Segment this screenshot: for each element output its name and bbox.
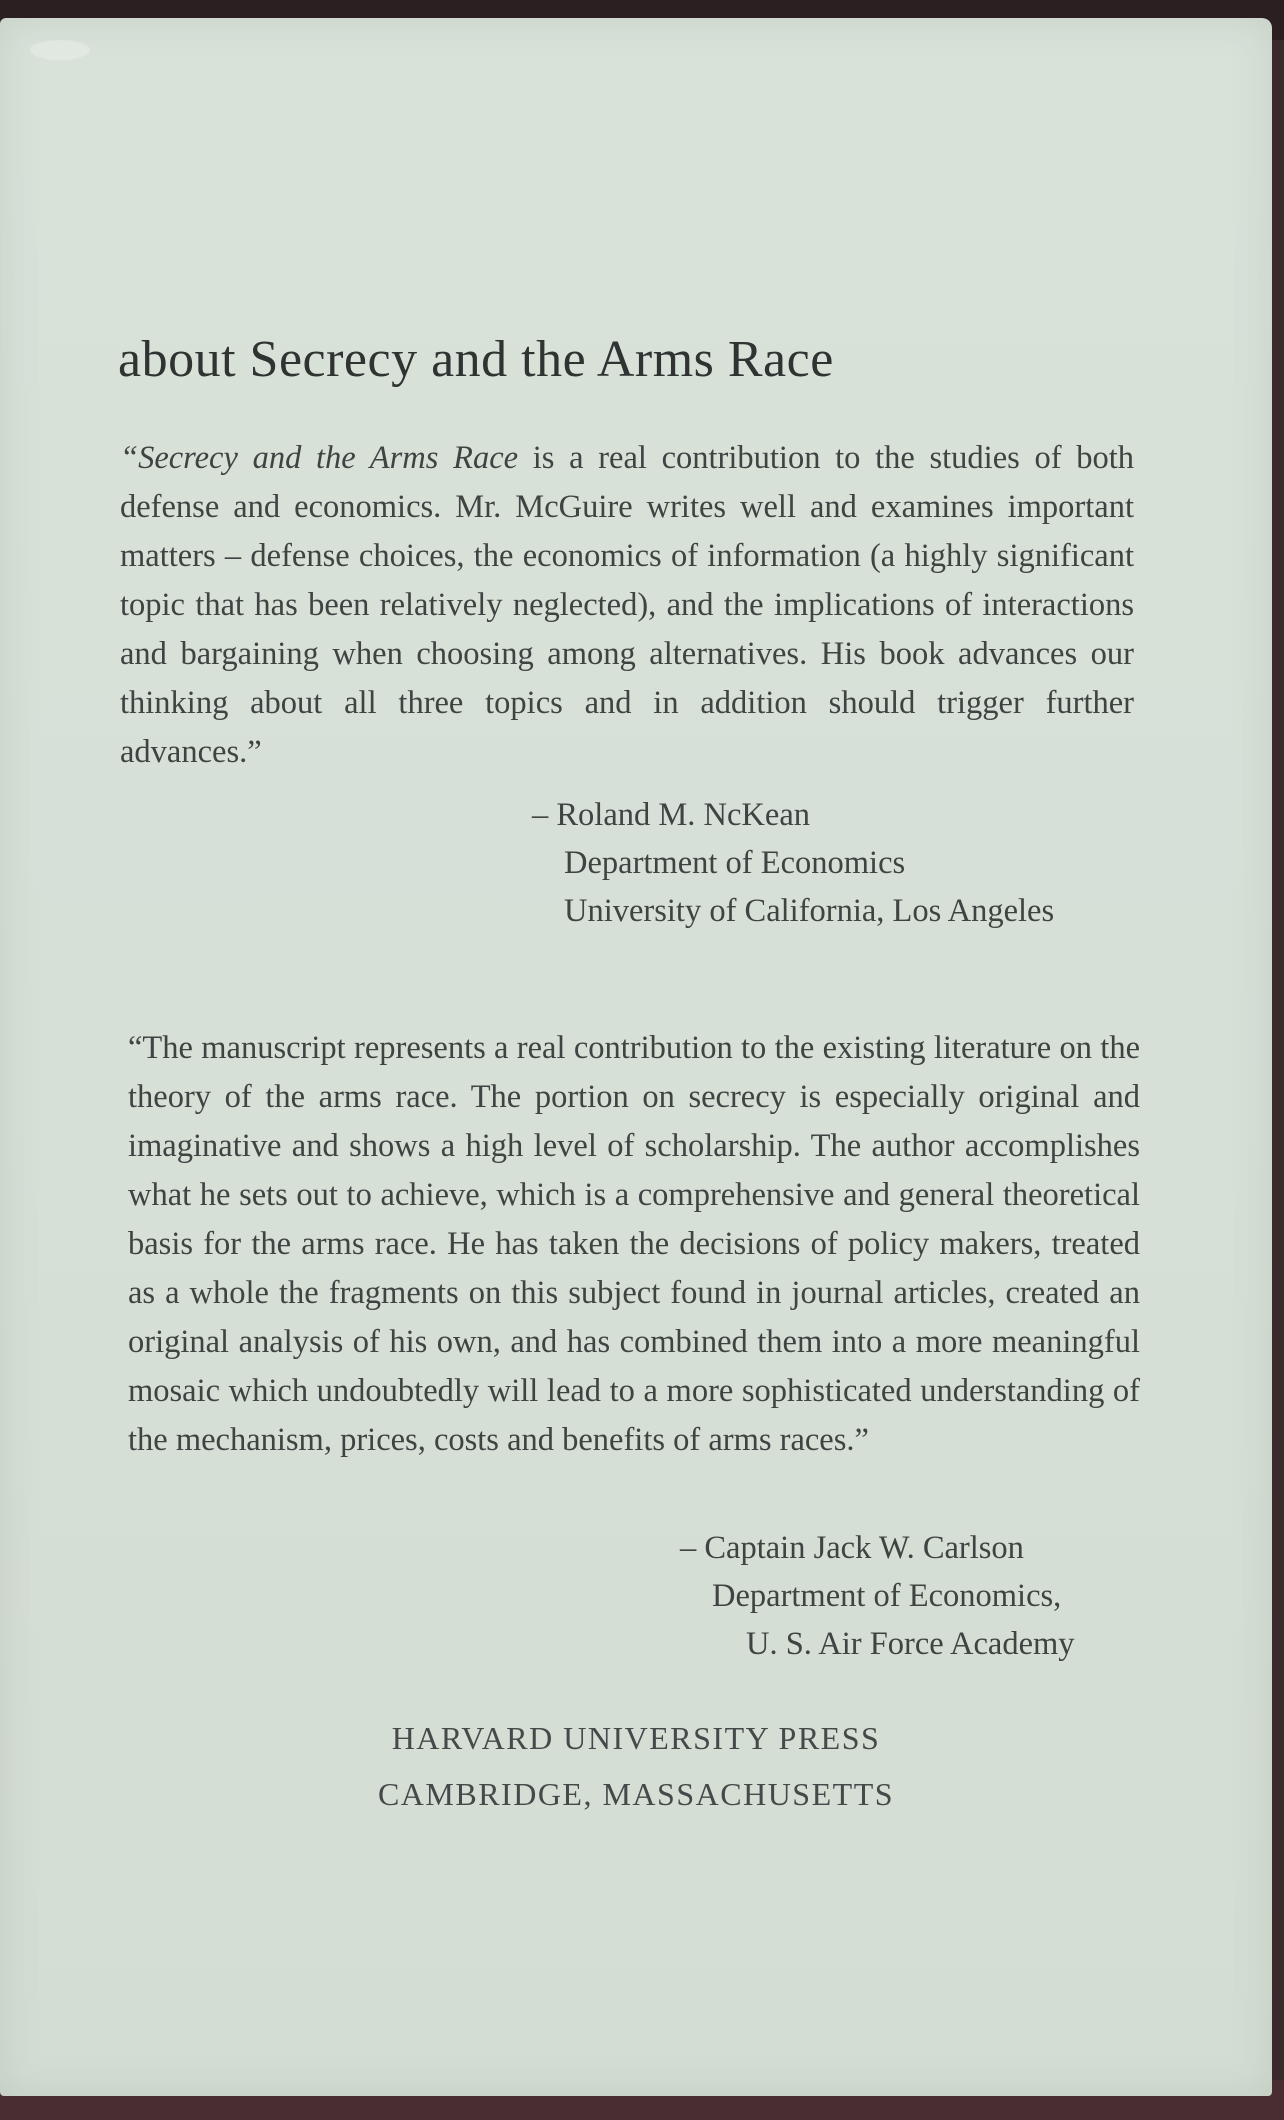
dust-jacket-back-cover bbox=[0, 18, 1272, 2096]
jacket-heading: about Secrecy and the Arms Race bbox=[118, 331, 834, 388]
publisher-imprint bbox=[0, 1710, 1272, 1822]
reviewer-department-2: Department of Economics, bbox=[712, 1578, 1062, 1614]
publisher-name: HARVARD UNIVERSITY PRESS bbox=[391, 1720, 881, 1756]
review-quote-1 bbox=[120, 434, 1134, 777]
reviewer-name-1: – Roland M. NcKean bbox=[532, 797, 810, 833]
book-title-italic: “Secrecy and the Arms Race bbox=[120, 440, 519, 476]
reviewer-name-2: – Captain Jack W. Carlson bbox=[680, 1530, 1024, 1566]
review-quote-2: “The manuscript represents a real contribution to the existing literature on the theory of the arms race. The portion on secrecy is especially original and imaginative and shows a high level of scholarship. The author accomplishes what he sets out to achieve, which is a comprehensive and general theoretical basis for the arms race. He has taken the decisions of policy makers, treated as a whole the fragments on this subject found in journal articles, created an original analysis of his own, and has combined them into a more meaningful mosaic which undoubtedly will lead to a more sophisticated understanding of the mechanism, prices, costs and benefits of arms races.” bbox=[128, 1030, 1140, 1458]
reviewer-department-1: Department of Economics bbox=[564, 845, 906, 881]
review-attribution-2 bbox=[680, 1524, 1075, 1668]
reviewer-institution-2: U. S. Air Force Academy bbox=[746, 1626, 1075, 1662]
publisher-location: CAMBRIDGE, MASSACHUSETTS bbox=[377, 1776, 895, 1812]
review-attribution-1 bbox=[532, 791, 1054, 935]
jacket-scuff-mark bbox=[30, 40, 90, 60]
review-quote-1-text: is a real contribution to the studies of both defense and economics. Mr. McGuire writes well and examines important matters – defense choices, the economics of information (a highly significant topic that has been relatively neglected), and the implications of interactions and bargaining when choosing among alternatives. His book advances our thinking about all three topics and in addition should trigger further advances.” bbox=[120, 440, 1134, 770]
reviewer-institution-1: University of California, Los Angeles bbox=[564, 893, 1055, 929]
